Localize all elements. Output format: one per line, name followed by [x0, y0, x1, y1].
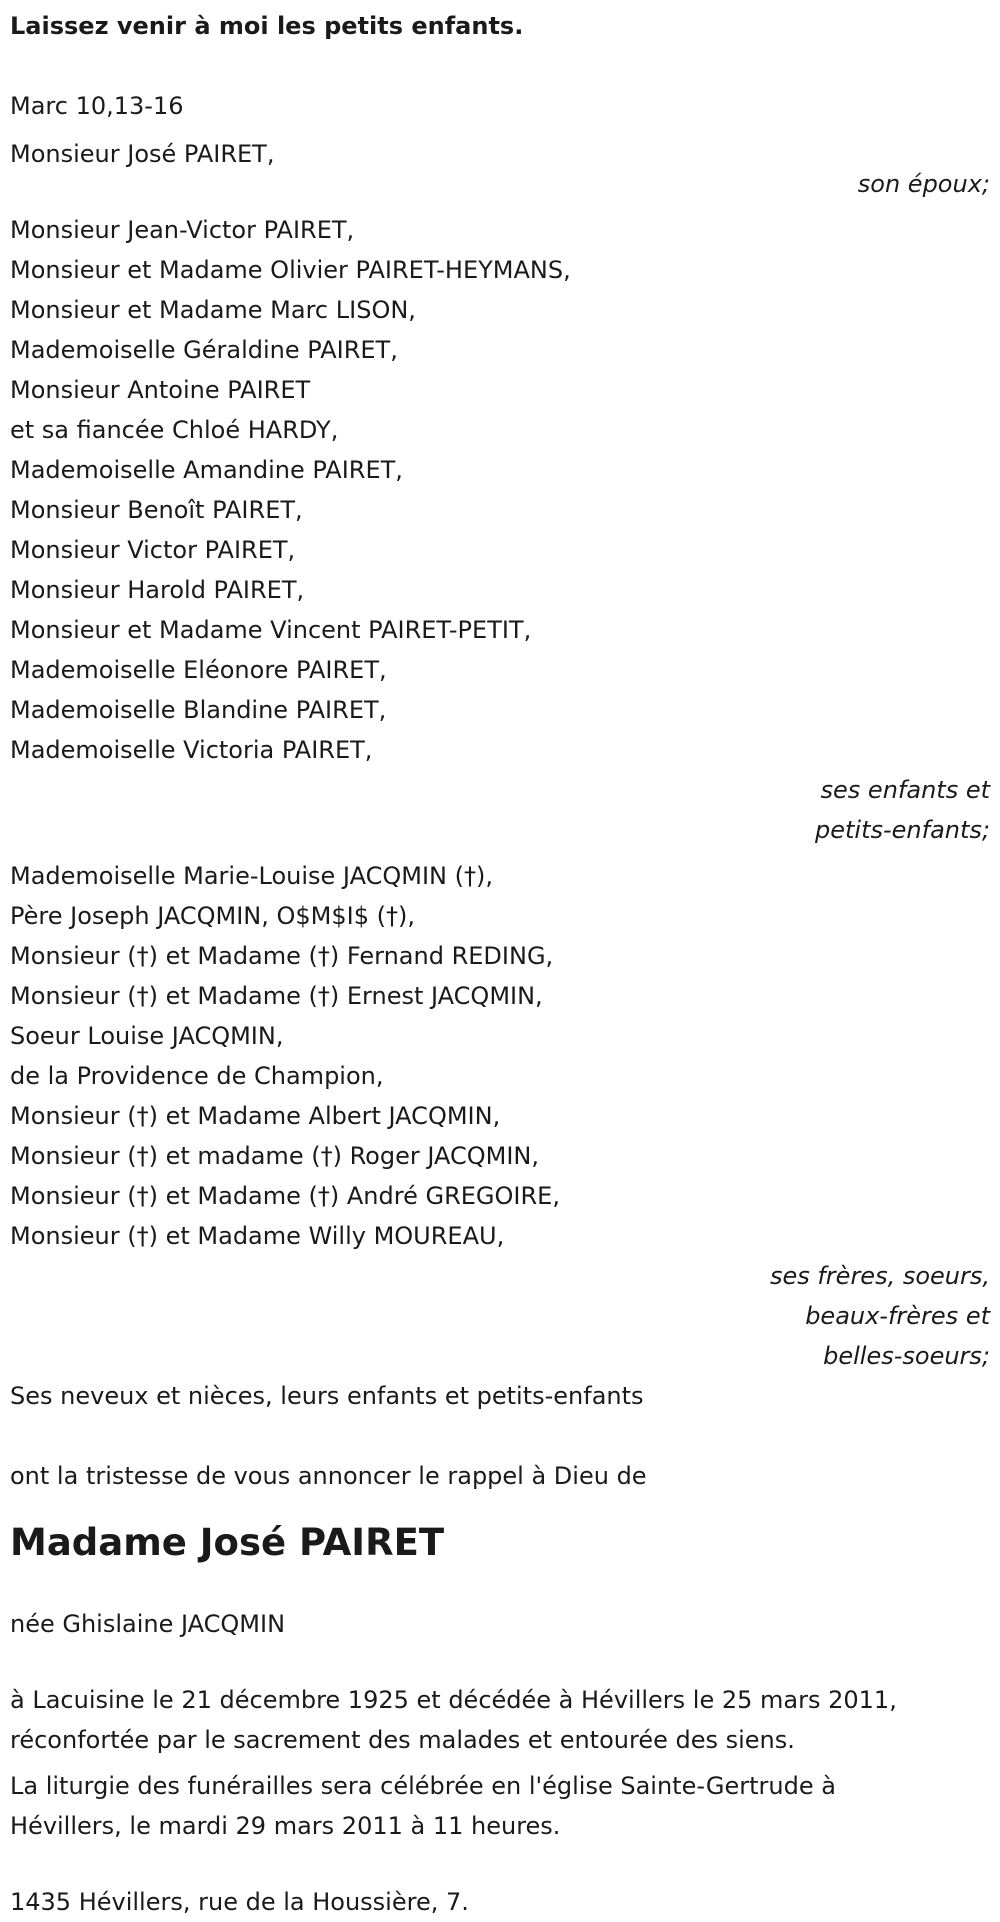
- funeral-paragraph: [10, 1766, 990, 1846]
- family-member-line: Père Joseph JACQMIN, O$M$I$ (†),: [10, 902, 415, 930]
- family-member-line: Mademoiselle Blandine PAIRET,: [10, 696, 387, 724]
- nephews-line: Ses neveux et nièces, leurs enfants et petits-enfants: [10, 1382, 644, 1410]
- birth-death-line: réconfortée par le sacrement des malades et entourée des siens.: [10, 1726, 795, 1754]
- children-role: petits-enfants;: [815, 816, 990, 844]
- birth-death-paragraph: [10, 1680, 990, 1760]
- family-member-line: Mademoiselle Géraldine PAIRET,: [10, 336, 398, 364]
- family-member-line: Monsieur Antoine PAIRET: [10, 376, 311, 404]
- family-member-line: Monsieur (†) et Madame Willy MOUREAU,: [10, 1222, 505, 1250]
- family-member-line: Monsieur Victor PAIRET,: [10, 536, 296, 564]
- siblings-role: belles-soeurs;: [823, 1342, 990, 1370]
- scripture-reference: Marc 10,13-16: [10, 92, 184, 120]
- funeral-line: La liturgie des funérailles sera célébrée en l'église Sainte-Gertrude à: [10, 1772, 836, 1800]
- family-member-line: Monsieur (†) et Madame (†) Ernest JACQMIN,: [10, 982, 543, 1010]
- children-role: ses enfants et: [820, 776, 990, 804]
- family-member-line: de la Providence de Champion,: [10, 1062, 384, 1090]
- family-member-line: Mademoiselle Victoria PAIRET,: [10, 736, 373, 764]
- family-member-line: Monsieur Harold PAIRET,: [10, 576, 305, 604]
- funeral-line: Hévillers, le mardi 29 mars 2011 à 11 heures.: [10, 1812, 561, 1840]
- family-member-line: Monsieur (†) et Madame (†) André GREGOIRE,: [10, 1182, 560, 1210]
- family-member-line: Soeur Louise JACQMIN,: [10, 1022, 284, 1050]
- siblings-role: beaux-frères et: [805, 1302, 990, 1330]
- family-member-line: Monsieur et Madame Olivier PAIRET-HEYMANS,: [10, 256, 571, 284]
- spouse-line: Monsieur José PAIRET,: [10, 140, 275, 168]
- siblings-role: ses frères, soeurs,: [769, 1262, 990, 1290]
- family-member-line: et sa fiancée Chloé HARDY,: [10, 416, 339, 444]
- family-member-line: Monsieur et Madame Marc LISON,: [10, 296, 416, 324]
- spouse-section: [10, 134, 990, 204]
- announcement-line: ont la tristesse de vous annoncer le rappel à Dieu de: [10, 1462, 647, 1490]
- family-member-line: Mademoiselle Marie-Louise JACQMIN (†),: [10, 862, 493, 890]
- family-member-line: Monsieur (†) et Madame Albert JACQMIN,: [10, 1102, 501, 1130]
- family-member-line: Monsieur (†) et madame (†) Roger JACQMIN,: [10, 1142, 540, 1170]
- obituary-page: [0, 6, 1000, 1921]
- birth-death-line: à Lacuisine le 21 décembre 1925 et décédée à Hévillers le 25 mars 2011,: [10, 1686, 897, 1714]
- siblings-section: [10, 856, 990, 1376]
- children-section: [10, 210, 990, 850]
- scripture-quote: Laissez venir à moi les petits enfants.: [10, 12, 524, 40]
- address-line: 1435 Hévillers, rue de la Houssière, 7.: [10, 1888, 469, 1916]
- family-member-line: Monsieur et Madame Vincent PAIRET-PETIT,: [10, 616, 532, 644]
- spouse-role: son époux;: [857, 170, 990, 198]
- family-member-line: Mademoiselle Eléonore PAIRET,: [10, 656, 387, 684]
- family-member-line: Monsieur Jean-Victor PAIRET,: [10, 216, 355, 244]
- spacer: [10, 1416, 990, 1456]
- family-member-line: Monsieur Benoît PAIRET,: [10, 496, 303, 524]
- family-member-line: Monsieur (†) et Madame (†) Fernand REDING,: [10, 942, 554, 970]
- deceased-name: Madame José PAIRET: [10, 1521, 445, 1564]
- maiden-name: née Ghislaine JACQMIN: [10, 1610, 286, 1638]
- family-member-line: Mademoiselle Amandine PAIRET,: [10, 456, 403, 484]
